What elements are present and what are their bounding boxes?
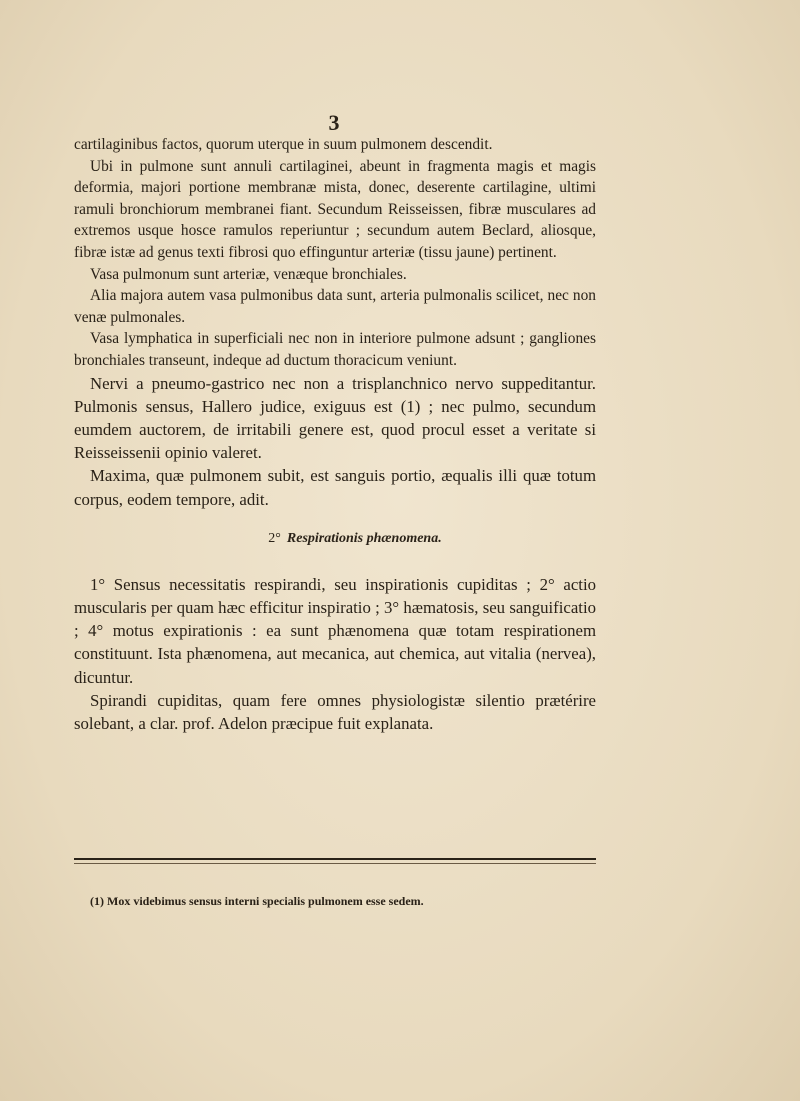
paragraph: Alia majora autem vasa pulmonibus data sunt, arteria pulmonalis scilicet, nec non venæ pulmonales. <box>74 287 596 326</box>
paragraph: Maxima, quæ pulmonem subit, est sanguis portio, æqualis illi quæ totum corpus, eodem tempore, adit. <box>74 466 596 509</box>
paragraph: Spirandi cupiditas, quam fere omnes physiologistæ silentio prætérire solebant, a clar. prof. Adelon præcipue fuit explanata. <box>74 690 596 733</box>
section-number: 2° <box>268 530 281 546</box>
section-title: Respirationis phænomena. <box>286 530 442 546</box>
paragraph: 1° Sensus necessitatis respirandi, seu inspirationis cupiditas ; 2° actio muscularis per quam hæc efficitur inspiratio ; 3° hæmatosis, seu sanguificatio ; 4° motus expirationis : ea sunt phænomena quæ totam respirationem constituunt. Ista phænomena, aut mecanica, aut chemica, aut vitalia (nervea), dicuntur. <box>74 574 596 687</box>
paragraph: Ubi in pulmone sunt annuli cartilaginei, abeunt in fragmenta magis et magis deformia, majori portione membranæ mista, donec, deserente cartilagine, ultimi ramuli bronchiorum membranei fiant. Secundum Reisseissen, fibræ musculares ad extremos usque hosce ramulos reperiuntur ; secundum autem Beclard, aliosque, fibræ istæ ad genus texti fibrosi quo effinguntur arteriæ (tissu jaune) pertinent. <box>74 157 596 261</box>
footnote-rule <box>74 858 596 860</box>
body-text <box>74 134 596 735</box>
footnote: (1) Mox videbimus sensus interni specialis pulmonem esse sedem. <box>90 894 424 908</box>
paragraph: Nervi a pneumo-gastrico nec non a trisplanchnico nervo suppeditantur. Pulmonis sensus, Hallero judice, exiguus est (1) ; nec pulmo, secundum eumdem auctorem, de irritabili genere est, quod procul esset a veritate si Reisseissenii opinio valeret. <box>74 373 596 463</box>
paragraph: Vasa pulmonum sunt arteriæ, venæque bronchiales. <box>90 265 407 283</box>
paragraph: Vasa lymphatica in superficiali nec non in interiore pulmone adsunt ; gangliones bronchiales transeunt, indeque ad ductum thoracicum veniunt. <box>74 330 596 369</box>
footnote-rule-thin <box>74 863 596 864</box>
paragraph: cartilaginibus factos, quorum uterque in suum pulmonem descendit. <box>74 136 493 153</box>
section-heading <box>74 531 596 547</box>
page-number: 3 <box>328 110 340 135</box>
